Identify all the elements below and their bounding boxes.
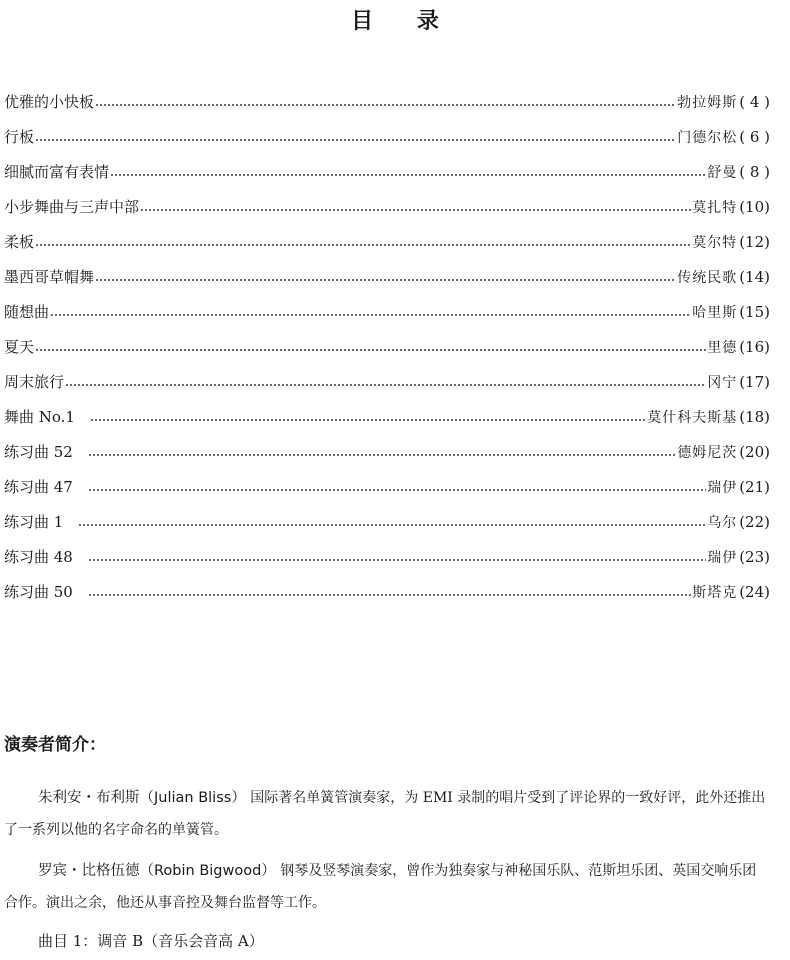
toc-leader-dots (140, 209, 691, 211)
toc-entry-title: 练习曲 50 (4, 583, 73, 601)
toc-entry-composer: 里德 (707, 339, 738, 356)
toc-entry-page: ( 6 ) (739, 127, 770, 146)
toc-entry-composer: 莫尔特 (692, 234, 738, 251)
toc-entry (4, 469, 770, 504)
toc-entry (4, 574, 770, 609)
toc-entry-composer: 门德尔松 (677, 129, 738, 146)
performer-description: 国际著名单簧管演奏家，为 EMI 录制的唱片受到了评论界的一致好评，此外还推出了一系列以他的名字命名的单簧管。 (4, 790, 766, 838)
toc-entry-title: 细腻而富有表情 (4, 163, 110, 181)
toc-entry-composer: 勃拉姆斯 (677, 94, 738, 111)
toc-entry (4, 259, 770, 294)
toc-entry-page: ( 4 ) (739, 92, 770, 111)
toc-entry (4, 294, 770, 329)
toc-entry-page: (15) (739, 302, 770, 321)
toc-entry-title: 练习曲 48 (4, 548, 73, 566)
toc-entry (4, 189, 770, 224)
toc-leader-dots (35, 139, 676, 141)
toc-entry-page: (12) (739, 232, 770, 251)
toc-entry-page: (20) (739, 442, 770, 461)
toc-entry (4, 364, 770, 399)
performers-heading: 演奏者简介： (4, 735, 106, 755)
toc-entry-title: 练习曲 1 (4, 513, 64, 531)
table-of-contents (4, 84, 770, 609)
toc-entry-title: 舞曲 No.1 (4, 408, 75, 426)
toc-entry-composer: 莫什科夫斯基 (647, 409, 738, 426)
toc-entry (4, 434, 770, 469)
toc-entry-page: (18) (739, 407, 770, 426)
toc-entry-composer: 瑞伊 (707, 479, 738, 496)
toc-entry-composer: 舒曼 (707, 164, 738, 181)
performer-name: 罗宾・比格伍德（Robin Bigwood） (38, 863, 276, 879)
toc-entry-title: 小步舞曲与三声中部 (4, 198, 140, 216)
toc-entry-composer: 传统民歌 (677, 269, 738, 286)
toc-entry-page: (17) (739, 372, 770, 391)
toc-leader-dots (88, 594, 691, 596)
toc-entry-page: (10) (739, 197, 770, 216)
toc-leader-dots (65, 384, 706, 386)
toc-entry-composer: 斯塔克 (692, 584, 738, 601)
performer-description: 钢琴及竖琴演奏家，曾作为独奏家与神秘国乐队、范斯坦乐团、英国交响乐团合作。演出之余，他还从事音控及舞台监督等工作。 (4, 863, 757, 911)
toc-entry-page: (24) (739, 582, 770, 601)
performer-bio (4, 782, 768, 846)
toc-entry (4, 224, 770, 259)
toc-leader-dots (95, 279, 676, 281)
toc-entry-title: 优雅的小快板 (4, 93, 95, 111)
performer-name: 朱利安・布利斯（Julian Bliss） (38, 790, 246, 806)
toc-entry-title: 柔板 (4, 233, 35, 251)
toc-entry-composer: 德姆尼茨 (677, 444, 738, 461)
toc-entry-page: (21) (739, 477, 770, 496)
toc-entry-title: 练习曲 47 (4, 478, 73, 496)
toc-entry-composer: 莫扎特 (692, 199, 738, 216)
toc-entry-composer: 哈里斯 (692, 304, 738, 321)
toc-leader-dots (35, 349, 706, 351)
toc-leader-dots (50, 314, 691, 316)
toc-leader-dots (35, 244, 691, 246)
toc-entry (4, 504, 770, 539)
toc-entry (4, 539, 770, 574)
toc-entry (4, 399, 770, 434)
page-title: 目 录 (351, 9, 457, 34)
toc-entry (4, 154, 770, 189)
toc-entry-composer: 瑞伊 (707, 549, 738, 566)
toc-entry (4, 84, 770, 119)
toc-leader-dots (95, 104, 676, 106)
toc-entry-title: 行板 (4, 128, 35, 146)
toc-leader-dots (78, 524, 706, 526)
toc-entry-page: (22) (739, 512, 770, 531)
toc-entry-title: 墨西哥草帽舞 (4, 268, 95, 286)
toc-entry (4, 329, 770, 364)
toc-leader-dots (88, 559, 706, 561)
toc-entry-page: ( 8 ) (739, 162, 770, 181)
toc-entry-title: 随想曲 (4, 303, 50, 321)
toc-entry-title: 夏天 (4, 338, 35, 356)
toc-entry-title: 周末旅行 (4, 373, 65, 391)
toc-entry-composer: 冈宁 (707, 374, 738, 391)
toc-leader-dots (88, 454, 676, 456)
toc-entry-title: 练习曲 52 (4, 443, 73, 461)
toc-entry-page: (16) (739, 337, 770, 356)
toc-leader-dots (90, 419, 646, 421)
toc-entry-page: (23) (739, 547, 770, 566)
track-note: 曲目 1：调音 B（音乐会音高 A） (38, 932, 264, 950)
toc-leader-dots (110, 174, 706, 176)
toc-entry-page: (14) (739, 267, 770, 286)
performer-bio (4, 855, 768, 919)
toc-entry-composer: 乌尔 (707, 514, 738, 531)
toc-leader-dots (88, 489, 706, 491)
toc-entry (4, 119, 770, 154)
